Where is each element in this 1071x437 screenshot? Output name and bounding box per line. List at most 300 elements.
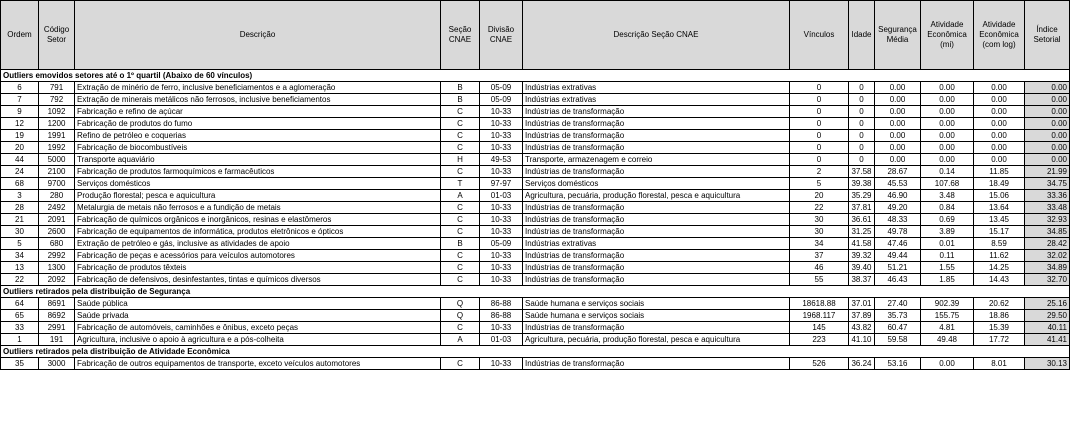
cell-idade: 0 xyxy=(849,154,875,166)
table-row xyxy=(1,310,1070,322)
cell-indice-setorial: 0.00 xyxy=(1025,130,1070,142)
cell-codigo-setor: 1092 xyxy=(39,106,75,118)
cell-codigo-setor: 2091 xyxy=(39,214,75,226)
cell-atividade-economica-mi: 0.00 xyxy=(921,154,974,166)
cell-ordem: 13 xyxy=(1,262,39,274)
cell-descricao-secao-cnae: Indústrias de transformação xyxy=(523,106,790,118)
cell-indice-setorial: 0.00 xyxy=(1025,118,1070,130)
cell-descricao: Produção florestal; pesca e aquicultura xyxy=(75,190,441,202)
cell-descricao-secao-cnae: Indústrias de transformação xyxy=(523,142,790,154)
cell-vinculos: 1968.117 xyxy=(790,310,849,322)
cell-secao-cnae: C xyxy=(441,214,480,226)
cell-seguranca-media: 0.00 xyxy=(875,154,921,166)
cell-divisao-cnae: 10-33 xyxy=(480,142,523,154)
cell-atividade-economica-log: 0.00 xyxy=(974,106,1025,118)
section-title-row xyxy=(1,286,1070,298)
cell-descricao: Fabricação de químicos orgânicos e inorgânicos, resinas e elastômeros xyxy=(75,214,441,226)
cell-atividade-economica-log: 11.62 xyxy=(974,250,1025,262)
cell-atividade-economica-mi: 0.00 xyxy=(921,94,974,106)
cell-ordem: 28 xyxy=(1,202,39,214)
cell-idade: 43.82 xyxy=(849,322,875,334)
cell-atividade-economica-mi: 0.01 xyxy=(921,238,974,250)
table-row xyxy=(1,106,1070,118)
cell-indice-setorial: 32.70 xyxy=(1025,274,1070,286)
cell-seguranca-media: 48.33 xyxy=(875,214,921,226)
cell-indice-setorial: 0.00 xyxy=(1025,142,1070,154)
cell-vinculos: 0 xyxy=(790,154,849,166)
cell-descricao: Refino de petróleo e coquerias xyxy=(75,130,441,142)
cell-seguranca-media: 28.67 xyxy=(875,166,921,178)
header-row xyxy=(1,1,1070,70)
cell-descricao: Fabricação de outros equipamentos de transporte, exceto veículos automotores xyxy=(75,358,441,370)
cell-codigo-setor: 2992 xyxy=(39,250,75,262)
cell-seguranca-media: 0.00 xyxy=(875,82,921,94)
cell-vinculos: 20 xyxy=(790,190,849,202)
section-title: Outliers retirados pela distribuição de Segurança xyxy=(1,286,1070,298)
table-row xyxy=(1,118,1070,130)
cell-seguranca-media: 49.78 xyxy=(875,226,921,238)
cell-atividade-economica-log: 13.45 xyxy=(974,214,1025,226)
cell-indice-setorial: 40.11 xyxy=(1025,322,1070,334)
cell-indice-setorial: 41.41 xyxy=(1025,334,1070,346)
cell-seguranca-media: 46.90 xyxy=(875,190,921,202)
cell-divisao-cnae: 10-33 xyxy=(480,118,523,130)
header-descricao: Descrição xyxy=(75,1,441,70)
cell-idade: 0 xyxy=(849,82,875,94)
cell-idade: 37.01 xyxy=(849,298,875,310)
cell-secao-cnae: C xyxy=(441,274,480,286)
cell-idade: 0 xyxy=(849,142,875,154)
cell-atividade-economica-log: 14.43 xyxy=(974,274,1025,286)
cell-secao-cnae: H xyxy=(441,154,480,166)
cell-divisao-cnae: 97-97 xyxy=(480,178,523,190)
cell-divisao-cnae: 10-33 xyxy=(480,262,523,274)
cell-idade: 38.37 xyxy=(849,274,875,286)
cell-atividade-economica-mi: 0.14 xyxy=(921,166,974,178)
cell-vinculos: 46 xyxy=(790,262,849,274)
cell-vinculos: 5 xyxy=(790,178,849,190)
cell-descricao-secao-cnae: Indústrias de transformação xyxy=(523,322,790,334)
cell-indice-setorial: 33.48 xyxy=(1025,202,1070,214)
cell-atividade-economica-log: 18.49 xyxy=(974,178,1025,190)
cell-descricao-secao-cnae: Indústrias de transformação xyxy=(523,130,790,142)
cell-codigo-setor: 8692 xyxy=(39,310,75,322)
cell-descricao: Agricultura, inclusive o apoio à agricultura e a pós-colheita xyxy=(75,334,441,346)
cell-seguranca-media: 53.16 xyxy=(875,358,921,370)
table-row xyxy=(1,154,1070,166)
cell-seguranca-media: 35.73 xyxy=(875,310,921,322)
cell-secao-cnae: A xyxy=(441,190,480,202)
cell-codigo-setor: 5000 xyxy=(39,154,75,166)
cell-secao-cnae: C xyxy=(441,322,480,334)
table-row xyxy=(1,178,1070,190)
cell-atividade-economica-mi: 1.55 xyxy=(921,262,974,274)
cell-indice-setorial: 34.85 xyxy=(1025,226,1070,238)
cell-indice-setorial: 29.50 xyxy=(1025,310,1070,322)
cell-seguranca-media: 27.40 xyxy=(875,298,921,310)
table-row xyxy=(1,142,1070,154)
section-title: Outliers emovidos setores até o 1º quartil (Abaixo de 60 vínculos) xyxy=(1,70,1070,82)
cell-atividade-economica-mi: 0.00 xyxy=(921,82,974,94)
cell-secao-cnae: T xyxy=(441,178,480,190)
cell-divisao-cnae: 10-33 xyxy=(480,358,523,370)
table-row xyxy=(1,238,1070,250)
cell-ordem: 65 xyxy=(1,310,39,322)
table-row xyxy=(1,334,1070,346)
cell-atividade-economica-mi: 107.68 xyxy=(921,178,974,190)
table-row xyxy=(1,166,1070,178)
section-title: Outliers retirados pela distribuição de Atividade Econômica xyxy=(1,346,1070,358)
cell-vinculos: 223 xyxy=(790,334,849,346)
cell-idade: 41.10 xyxy=(849,334,875,346)
cell-descricao-secao-cnae: Indústrias extrativas xyxy=(523,238,790,250)
cell-descricao: Transporte aquaviário xyxy=(75,154,441,166)
cell-indice-setorial: 0.00 xyxy=(1025,94,1070,106)
cell-vinculos: 37 xyxy=(790,250,849,262)
cell-atividade-economica-mi: 155.75 xyxy=(921,310,974,322)
cell-idade: 36.24 xyxy=(849,358,875,370)
cell-seguranca-media: 45.53 xyxy=(875,178,921,190)
table-row xyxy=(1,262,1070,274)
cell-divisao-cnae: 10-33 xyxy=(480,250,523,262)
table-row xyxy=(1,214,1070,226)
cell-idade: 39.38 xyxy=(849,178,875,190)
cell-atividade-economica-log: 15.06 xyxy=(974,190,1025,202)
cell-descricao: Saúde privada xyxy=(75,310,441,322)
cell-atividade-economica-mi: 0.00 xyxy=(921,142,974,154)
cell-descricao: Fabricação de equipamentos de informática, produtos eletrônicos e ópticos xyxy=(75,226,441,238)
cell-descricao: Fabricação e refino de açúcar xyxy=(75,106,441,118)
cell-ordem: 44 xyxy=(1,154,39,166)
cell-divisao-cnae: 10-33 xyxy=(480,274,523,286)
cell-atividade-economica-log: 17.72 xyxy=(974,334,1025,346)
section-title-row xyxy=(1,70,1070,82)
cell-ordem: 5 xyxy=(1,238,39,250)
header-idade: Idade xyxy=(849,1,875,70)
cell-atividade-economica-log: 18.86 xyxy=(974,310,1025,322)
header-ordem: Ordem xyxy=(1,1,39,70)
table-row xyxy=(1,190,1070,202)
cell-indice-setorial: 30.13 xyxy=(1025,358,1070,370)
cell-divisao-cnae: 05-09 xyxy=(480,82,523,94)
cell-vinculos: 30 xyxy=(790,226,849,238)
cell-atividade-economica-log: 0.00 xyxy=(974,154,1025,166)
cell-secao-cnae: Q xyxy=(441,310,480,322)
cell-divisao-cnae: 86-88 xyxy=(480,310,523,322)
cell-codigo-setor: 791 xyxy=(39,82,75,94)
cell-atividade-economica-mi: 0.00 xyxy=(921,358,974,370)
table-row xyxy=(1,94,1070,106)
cell-atividade-economica-mi: 0.00 xyxy=(921,118,974,130)
cell-ordem: 33 xyxy=(1,322,39,334)
table-body xyxy=(1,70,1070,370)
cell-codigo-setor: 792 xyxy=(39,94,75,106)
cell-codigo-setor: 2092 xyxy=(39,274,75,286)
cell-atividade-economica-mi: 49.48 xyxy=(921,334,974,346)
cell-divisao-cnae: 86-88 xyxy=(480,298,523,310)
header-descricao-secao-cnae: Descrição Seção CNAE xyxy=(523,1,790,70)
cell-codigo-setor: 9700 xyxy=(39,178,75,190)
cell-codigo-setor: 1300 xyxy=(39,262,75,274)
cell-atividade-economica-mi: 0.00 xyxy=(921,106,974,118)
cell-atividade-economica-mi: 902.39 xyxy=(921,298,974,310)
cell-seguranca-media: 0.00 xyxy=(875,94,921,106)
cell-seguranca-media: 0.00 xyxy=(875,106,921,118)
cell-vinculos: 0 xyxy=(790,142,849,154)
cell-atividade-economica-log: 0.00 xyxy=(974,142,1025,154)
table-row xyxy=(1,202,1070,214)
table-row xyxy=(1,82,1070,94)
cell-vinculos: 0 xyxy=(790,106,849,118)
cell-descricao-secao-cnae: Agricultura, pecuária, produção florestal, pesca e aquicultura xyxy=(523,334,790,346)
cell-descricao: Fabricação de automóveis, caminhões e ônibus, exceto peças xyxy=(75,322,441,334)
cell-descricao-secao-cnae: Indústrias de transformação xyxy=(523,214,790,226)
cell-codigo-setor: 1992 xyxy=(39,142,75,154)
cell-ordem: 21 xyxy=(1,214,39,226)
cell-atividade-economica-mi: 3.48 xyxy=(921,190,974,202)
cell-idade: 39.40 xyxy=(849,262,875,274)
cell-atividade-economica-mi: 3.89 xyxy=(921,226,974,238)
table-row xyxy=(1,298,1070,310)
cell-descricao: Fabricação de produtos do fumo xyxy=(75,118,441,130)
cell-vinculos: 0 xyxy=(790,118,849,130)
header-atividade-economica-mi: Atividade Econômica (mi) xyxy=(921,1,974,70)
cell-descricao-secao-cnae: Indústrias de transformação xyxy=(523,262,790,274)
cell-secao-cnae: C xyxy=(441,358,480,370)
cell-descricao: Fabricação de defensivos, desinfestantes, tintas e químicos diversos xyxy=(75,274,441,286)
cell-atividade-economica-log: 0.00 xyxy=(974,82,1025,94)
header-seguranca-media: Segurança Média xyxy=(875,1,921,70)
cell-divisao-cnae: 05-09 xyxy=(480,238,523,250)
cell-descricao-secao-cnae: Agricultura, pecuária, produção florestal, pesca e aquicultura xyxy=(523,190,790,202)
cell-seguranca-media: 51.21 xyxy=(875,262,921,274)
cell-divisao-cnae: 10-33 xyxy=(480,226,523,238)
cell-descricao-secao-cnae: Indústrias de transformação xyxy=(523,166,790,178)
cell-divisao-cnae: 10-33 xyxy=(480,322,523,334)
cell-ordem: 6 xyxy=(1,82,39,94)
cell-descricao-secao-cnae: Serviços domésticos xyxy=(523,178,790,190)
cell-indice-setorial: 33.36 xyxy=(1025,190,1070,202)
cell-codigo-setor: 1200 xyxy=(39,118,75,130)
cell-ordem: 12 xyxy=(1,118,39,130)
cell-divisao-cnae: 05-09 xyxy=(480,94,523,106)
cell-descricao: Extração de petróleo e gás, inclusive as atividades de apoio xyxy=(75,238,441,250)
cell-secao-cnae: C xyxy=(441,142,480,154)
cell-descricao-secao-cnae: Indústrias extrativas xyxy=(523,94,790,106)
cell-divisao-cnae: 10-33 xyxy=(480,106,523,118)
cell-descricao-secao-cnae: Indústrias extrativas xyxy=(523,82,790,94)
cell-idade: 0 xyxy=(849,94,875,106)
cell-idade: 36.61 xyxy=(849,214,875,226)
cell-secao-cnae: C xyxy=(441,226,480,238)
cell-atividade-economica-log: 15.39 xyxy=(974,322,1025,334)
cell-descricao: Serviços domésticos xyxy=(75,178,441,190)
cell-atividade-economica-log: 0.00 xyxy=(974,94,1025,106)
cell-atividade-economica-mi: 1.85 xyxy=(921,274,974,286)
cell-codigo-setor: 2492 xyxy=(39,202,75,214)
cell-atividade-economica-log: 8.01 xyxy=(974,358,1025,370)
cell-secao-cnae: C xyxy=(441,202,480,214)
cell-seguranca-media: 59.58 xyxy=(875,334,921,346)
cell-ordem: 20 xyxy=(1,142,39,154)
cell-seguranca-media: 0.00 xyxy=(875,130,921,142)
cell-indice-setorial: 0.00 xyxy=(1025,154,1070,166)
cell-indice-setorial: 0.00 xyxy=(1025,82,1070,94)
cell-ordem: 24 xyxy=(1,166,39,178)
header-divisao-cnae: Divisão CNAE xyxy=(480,1,523,70)
cell-secao-cnae: C xyxy=(441,262,480,274)
cell-descricao: Extração de minério de ferro, inclusive beneficiamentos e a aglomeração xyxy=(75,82,441,94)
cell-secao-cnae: C xyxy=(441,250,480,262)
cell-codigo-setor: 8691 xyxy=(39,298,75,310)
cell-vinculos: 0 xyxy=(790,82,849,94)
cell-divisao-cnae: 10-33 xyxy=(480,166,523,178)
cell-atividade-economica-mi: 4.81 xyxy=(921,322,974,334)
cell-vinculos: 34 xyxy=(790,238,849,250)
cell-indice-setorial: 34.89 xyxy=(1025,262,1070,274)
table-row xyxy=(1,358,1070,370)
cell-seguranca-media: 0.00 xyxy=(875,142,921,154)
header-vinculos: Vínculos xyxy=(790,1,849,70)
cell-divisao-cnae: 10-33 xyxy=(480,202,523,214)
cell-codigo-setor: 191 xyxy=(39,334,75,346)
cell-vinculos: 145 xyxy=(790,322,849,334)
cell-atividade-economica-log: 15.17 xyxy=(974,226,1025,238)
cell-secao-cnae: B xyxy=(441,82,480,94)
cell-ordem: 9 xyxy=(1,106,39,118)
cell-descricao: Metalurgia de metais não ferrosos e a fundição de metais xyxy=(75,202,441,214)
cell-secao-cnae: C xyxy=(441,166,480,178)
cell-ordem: 34 xyxy=(1,250,39,262)
cell-descricao: Saúde pública xyxy=(75,298,441,310)
cell-idade: 39.32 xyxy=(849,250,875,262)
cell-codigo-setor: 2991 xyxy=(39,322,75,334)
cell-atividade-economica-log: 8.59 xyxy=(974,238,1025,250)
cell-descricao-secao-cnae: Saúde humana e serviços sociais xyxy=(523,298,790,310)
cell-seguranca-media: 60.47 xyxy=(875,322,921,334)
cell-vinculos: 526 xyxy=(790,358,849,370)
cell-secao-cnae: C xyxy=(441,106,480,118)
cell-descricao-secao-cnae: Transporte, armazenagem e correio xyxy=(523,154,790,166)
cell-codigo-setor: 2100 xyxy=(39,166,75,178)
cell-ordem: 68 xyxy=(1,178,39,190)
cell-idade: 37.58 xyxy=(849,166,875,178)
cell-seguranca-media: 49.44 xyxy=(875,250,921,262)
cell-descricao: Fabricação de peças e acessórios para veículos automotores xyxy=(75,250,441,262)
cell-descricao: Extração de minerais metálicos não ferrosos, inclusive beneficiamentos xyxy=(75,94,441,106)
cell-idade: 37.81 xyxy=(849,202,875,214)
table-row xyxy=(1,130,1070,142)
cell-atividade-economica-log: 20.62 xyxy=(974,298,1025,310)
cell-atividade-economica-mi: 0.69 xyxy=(921,214,974,226)
cell-ordem: 19 xyxy=(1,130,39,142)
cell-atividade-economica-log: 13.64 xyxy=(974,202,1025,214)
table-row xyxy=(1,322,1070,334)
cell-atividade-economica-log: 11.85 xyxy=(974,166,1025,178)
cell-atividade-economica-mi: 0.11 xyxy=(921,250,974,262)
cell-ordem: 1 xyxy=(1,334,39,346)
cell-secao-cnae: A xyxy=(441,334,480,346)
cell-secao-cnae: Q xyxy=(441,298,480,310)
cell-vinculos: 18618.88 xyxy=(790,298,849,310)
cell-codigo-setor: 1991 xyxy=(39,130,75,142)
cell-divisao-cnae: 10-33 xyxy=(480,130,523,142)
cell-ordem: 64 xyxy=(1,298,39,310)
cell-divisao-cnae: 10-33 xyxy=(480,214,523,226)
cell-atividade-economica-mi: 0.84 xyxy=(921,202,974,214)
cell-descricao-secao-cnae: Indústrias de transformação xyxy=(523,226,790,238)
cell-descricao-secao-cnae: Indústrias de transformação xyxy=(523,250,790,262)
cell-vinculos: 0 xyxy=(790,130,849,142)
cell-codigo-setor: 680 xyxy=(39,238,75,250)
cell-divisao-cnae: 01-03 xyxy=(480,190,523,202)
cell-seguranca-media: 49.20 xyxy=(875,202,921,214)
table-row xyxy=(1,274,1070,286)
cell-idade: 0 xyxy=(849,106,875,118)
cell-idade: 37.89 xyxy=(849,310,875,322)
cell-secao-cnae: B xyxy=(441,94,480,106)
cell-divisao-cnae: 49-53 xyxy=(480,154,523,166)
cell-descricao-secao-cnae: Saúde humana e serviços sociais xyxy=(523,310,790,322)
cell-indice-setorial: 28.42 xyxy=(1025,238,1070,250)
cell-indice-setorial: 32.93 xyxy=(1025,214,1070,226)
cell-codigo-setor: 280 xyxy=(39,190,75,202)
cell-ordem: 35 xyxy=(1,358,39,370)
cell-ordem: 3 xyxy=(1,190,39,202)
cell-idade: 41.58 xyxy=(849,238,875,250)
header-secao-cnae: Seção CNAE xyxy=(441,1,480,70)
cell-indice-setorial: 34.75 xyxy=(1025,178,1070,190)
cell-vinculos: 0 xyxy=(790,94,849,106)
header-indice-setorial: Índice Setorial xyxy=(1025,1,1070,70)
cell-seguranca-media: 0.00 xyxy=(875,118,921,130)
cell-ordem: 22 xyxy=(1,274,39,286)
cell-seguranca-media: 47.46 xyxy=(875,238,921,250)
cell-secao-cnae: C xyxy=(441,118,480,130)
cell-descricao: Fabricação de biocombustíveis xyxy=(75,142,441,154)
header-atividade-economica-log: Atividade Econômica (com log) xyxy=(974,1,1025,70)
cell-vinculos: 22 xyxy=(790,202,849,214)
cell-descricao: Fabricação de produtos farmoquímicos e farmacêuticos xyxy=(75,166,441,178)
table-row xyxy=(1,250,1070,262)
cell-atividade-economica-log: 0.00 xyxy=(974,118,1025,130)
cell-indice-setorial: 21.99 xyxy=(1025,166,1070,178)
cell-secao-cnae: B xyxy=(441,238,480,250)
cell-seguranca-media: 46.43 xyxy=(875,274,921,286)
section-title-row xyxy=(1,346,1070,358)
table-row xyxy=(1,226,1070,238)
cell-idade: 35.29 xyxy=(849,190,875,202)
cell-descricao: Fabricação de produtos têxteis xyxy=(75,262,441,274)
cell-secao-cnae: C xyxy=(441,130,480,142)
cell-divisao-cnae: 01-03 xyxy=(480,334,523,346)
cell-codigo-setor: 3000 xyxy=(39,358,75,370)
cell-vinculos: 2 xyxy=(790,166,849,178)
cell-indice-setorial: 25.16 xyxy=(1025,298,1070,310)
cell-codigo-setor: 2600 xyxy=(39,226,75,238)
cell-descricao-secao-cnae: Indústrias de transformação xyxy=(523,358,790,370)
cell-ordem: 30 xyxy=(1,226,39,238)
cell-descricao-secao-cnae: Indústrias de transformação xyxy=(523,202,790,214)
cell-atividade-economica-log: 0.00 xyxy=(974,130,1025,142)
cell-atividade-economica-log: 14.25 xyxy=(974,262,1025,274)
header-codigo-setor: Código Setor xyxy=(39,1,75,70)
cell-indice-setorial: 0.00 xyxy=(1025,106,1070,118)
cell-ordem: 7 xyxy=(1,94,39,106)
cell-indice-setorial: 32.02 xyxy=(1025,250,1070,262)
cell-vinculos: 30 xyxy=(790,214,849,226)
cell-descricao-secao-cnae: Indústrias de transformação xyxy=(523,274,790,286)
